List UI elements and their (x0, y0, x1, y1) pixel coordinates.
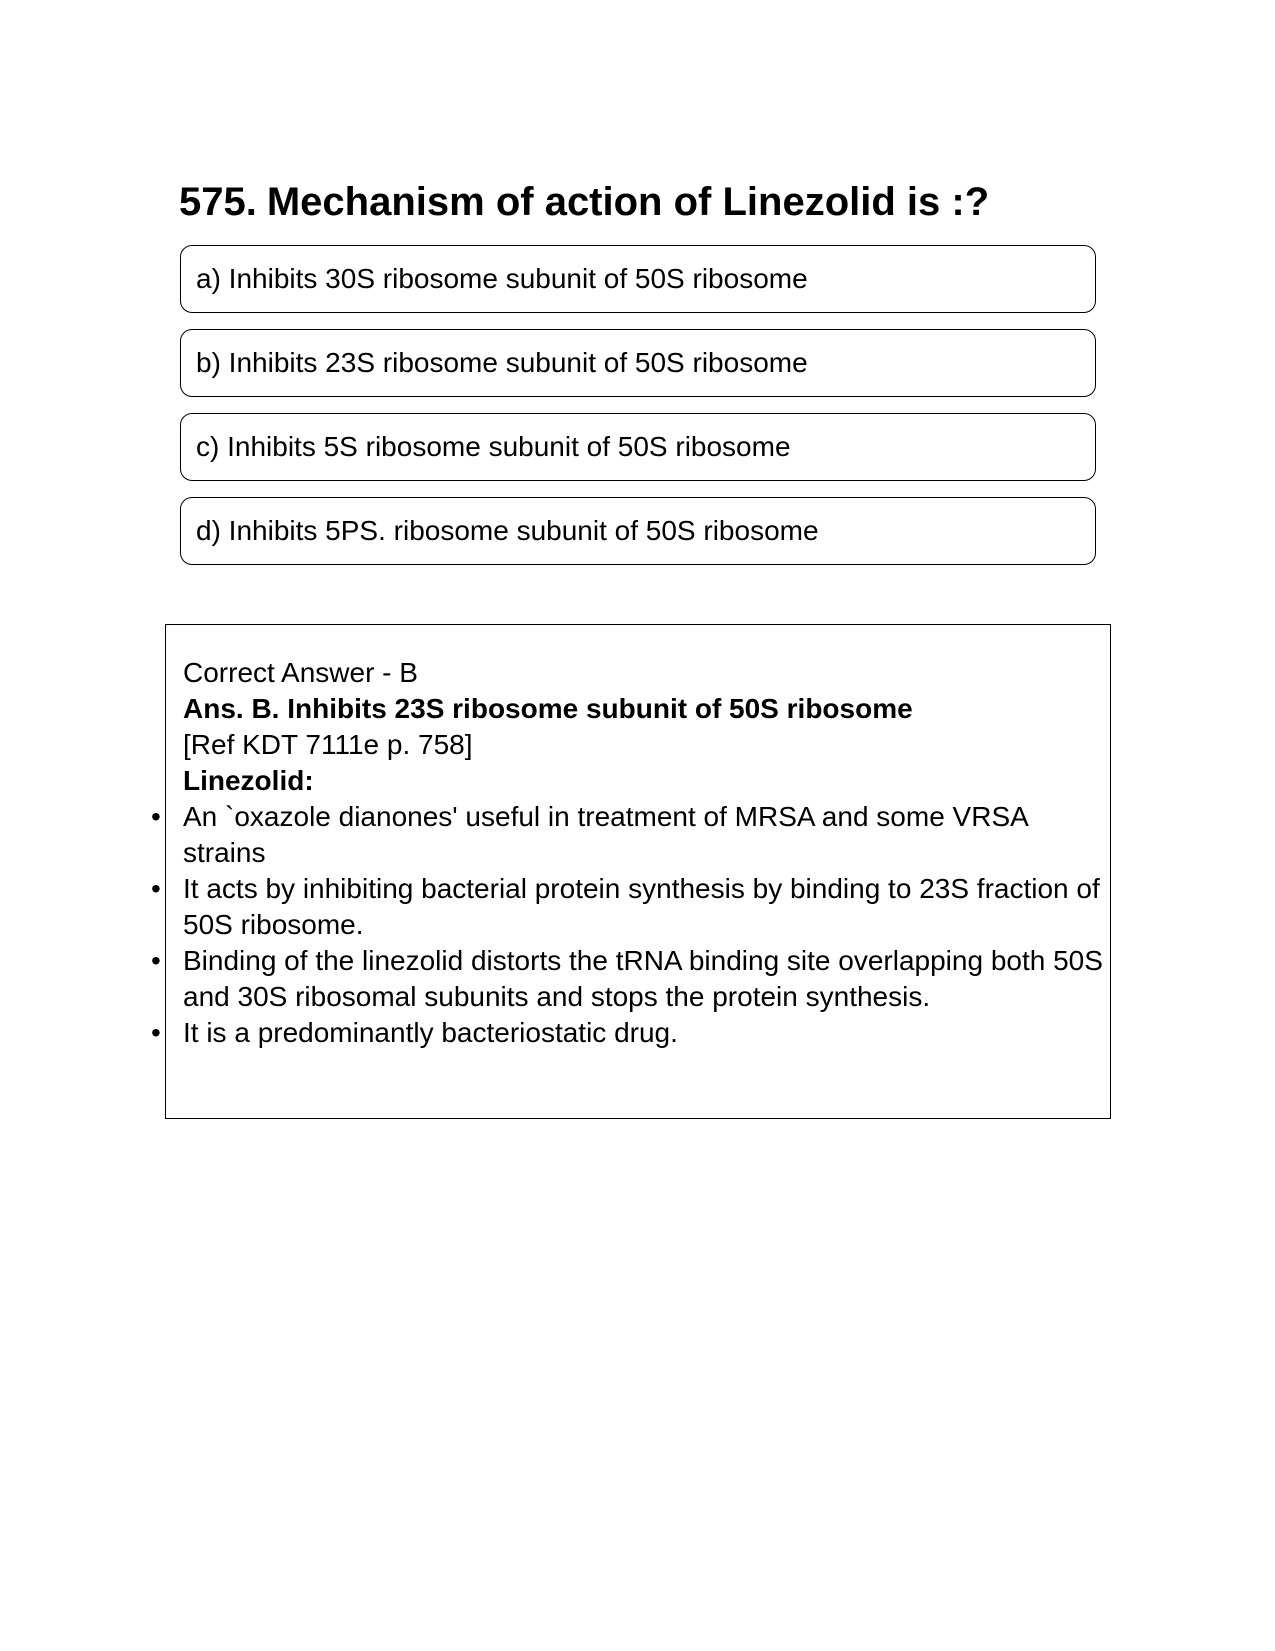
answer-options (180, 245, 1096, 581)
explanation-item (151, 1015, 1103, 1051)
explanation-text: It acts by inhibiting bacterial protein synthesis by binding to 23S fraction of 50S ribosome. (183, 873, 1100, 940)
bullet-icon: • (151, 873, 161, 904)
explanation-text: It is a predominantly bacteriostatic drug. (183, 1017, 678, 1048)
answer-reference: [Ref KDT 7111e p. 758] (183, 729, 473, 760)
bullet-icon: • (151, 945, 161, 976)
answer-subheading: Linezolid: (183, 765, 314, 796)
option-c[interactable]: c) Inhibits 5S ribosome subunit of 50S ribosome (180, 413, 1096, 481)
option-a[interactable]: a) Inhibits 30S ribosome subunit of 50S ribosome (180, 245, 1096, 313)
answer-heading: Ans. B. Inhibits 23S ribosome subunit of 50S ribosome (183, 693, 913, 724)
answer-content (151, 655, 1103, 1051)
explanation-text: Binding of the linezolid distorts the tRNA binding site overlapping both 50S and 30S ribosomal subunits and stops the protein synthesis. (183, 945, 1103, 1012)
answer-box (151, 624, 1111, 1119)
explanation-item (151, 943, 1103, 1015)
question-number: 575. (179, 180, 257, 224)
explanation-item (151, 799, 1103, 871)
bullet-icon: • (151, 1017, 161, 1048)
explanation-list (151, 799, 1103, 1051)
correct-answer-label: Correct Answer - B (183, 657, 418, 688)
option-d[interactable]: d) Inhibits 5PS. ribosome subunit of 50S ribosome (180, 497, 1096, 565)
question-title (179, 178, 989, 226)
explanation-text: An `oxazole dianones' useful in treatment of MRSA and some VRSA strains (183, 801, 1028, 868)
bullet-icon: • (151, 801, 161, 832)
option-b[interactable]: b) Inhibits 23S ribosome subunit of 50S ribosome (180, 329, 1096, 397)
explanation-item (151, 871, 1103, 943)
question-text: Mechanism of action of Linezolid is :? (266, 180, 990, 224)
